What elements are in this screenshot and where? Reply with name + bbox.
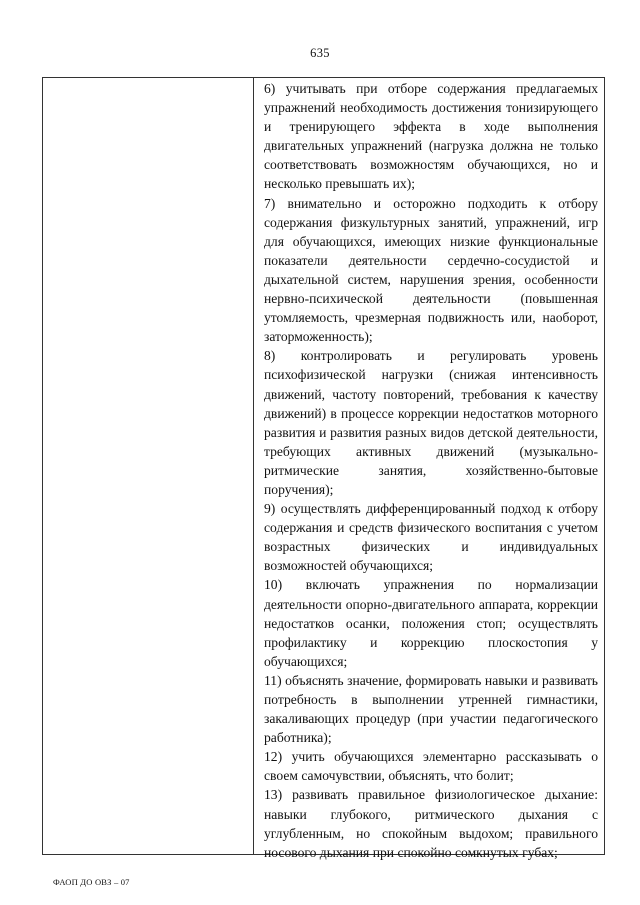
table-right-cell — [264, 79, 598, 862]
list-item-6: 6) учитывать при отборе содержания предлагаемых упражнений необходимость достижения тонизирующего и тренирующего эффекта в ходе выполнения двигательных упражнений (нагрузка должна не только соответствовать возможностям обучающихся, но и несколько превышать их); — [264, 81, 598, 192]
list-item-8: 8) контролировать и регулировать уровень психофизической нагрузки (снижая интенсивность движений, частоту повторений, требования к качеству движений) в процессе коррекции недостатков моторного развития и развития разных видов детской деятельности, требующих активных движений (музыкально-ритмические занятия, хозяйственно-бытовые поручения); — [264, 348, 598, 497]
list-item-10: 10) включать упражнения по нормализации деятельности опорно-двигательного аппарата, коррекции недостатков осанки, положения стоп; осуществлять профилактику и коррекцию плоскостопия у обучающихся; — [264, 577, 598, 669]
content-table — [42, 77, 605, 860]
list-item-12: 12) учить обучающихся элементарно рассказывать о своем самочувствии, объяснять, что болит; — [264, 749, 598, 784]
list-item-11: 11) объяснять значение, формировать навыки и развивать потребность в выполнении утренней гимнастики, закаливающих процедур (при участии педагогического работника); — [264, 672, 598, 746]
table-left-cell — [43, 78, 253, 854]
list-item-13: 13) развивать правильное физиологическое дыхание: навыки глубокого, ритмического дыхания с углубленным, но спокойным выдохом; правильного носового дыхания при спокойно сомкнутых губах; — [264, 787, 598, 860]
column-divider — [253, 78, 254, 854]
page-number: 635 — [310, 46, 330, 60]
document-footer-code: ФАОП ДО ОВЗ – 07 — [53, 877, 130, 887]
list-item-7: 7) внимательно и осторожно подходить к отбору содержания физкультурных занятий, упражнений, игр для обучающихся, имеющих низкие функциональные показатели деятельности сердечно-сосудистой и дыхательной систем, нарушения зрения, особенности нервно-психической деятельности (повышенная утомляемость, чрезмерная подвижность или, наоборот, заторможенность); — [264, 195, 598, 345]
list-item-9: 9) осуществлять дифференцированный подход к отбору содержания и средств физического воспитания с учетом возрастных физических и индивидуальных возможностей обучающихся; — [264, 501, 598, 574]
